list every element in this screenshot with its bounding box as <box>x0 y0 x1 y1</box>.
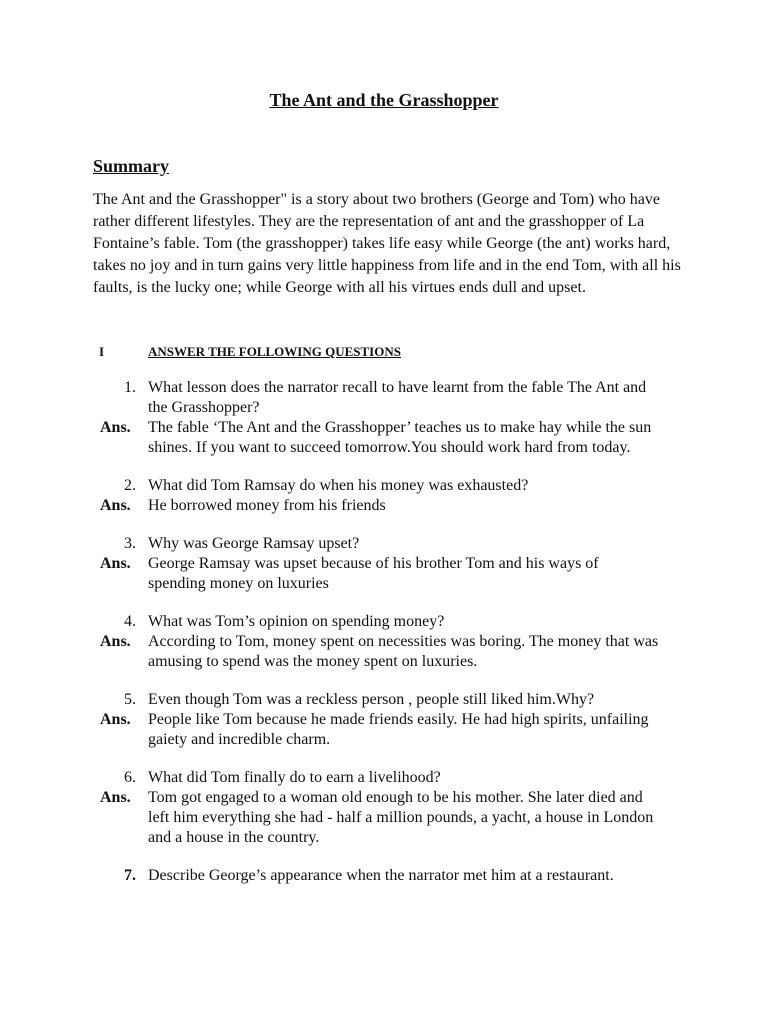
answer-line <box>0 808 768 828</box>
answer-label: Ans. <box>100 789 131 806</box>
question-text: the Grasshopper? <box>148 399 260 416</box>
question-number: 3. <box>124 535 136 552</box>
answer-text: left him everything she had - half a million pounds, a yacht, a house in London <box>148 809 654 826</box>
question-block <box>0 534 768 594</box>
answer-text: spending money on luxuries <box>148 575 329 592</box>
question-list <box>0 378 768 904</box>
summary-heading: Summary <box>93 156 169 176</box>
answer-label: Ans. <box>100 419 131 436</box>
answer-label: Ans. <box>100 633 131 650</box>
answer-line <box>0 710 768 730</box>
question-line <box>0 768 768 788</box>
question-text: What lesson does the narrator recall to have learnt from the fable The Ant and <box>148 379 647 396</box>
answer-line <box>0 496 768 516</box>
question-text: What did Tom finally do to earn a livelihood? <box>148 769 441 786</box>
question-number: 5. <box>124 691 136 708</box>
answer-line <box>0 828 768 848</box>
question-number: 6. <box>124 769 136 786</box>
question-text: Why was George Ramsay upset? <box>148 535 360 552</box>
question-block <box>0 690 768 750</box>
answer-text: amusing to spend was the money spent on luxuries. <box>148 653 478 670</box>
page-title: The Ant and the Grasshopper <box>269 90 499 110</box>
answer-line <box>0 574 768 594</box>
summary-paragraph: The Ant and the Grasshopper" is a story about two brothers (George and Tom) who have rather different lifestyles. They are the representation of ant and the grasshopper of La Fontaine’s fable. Tom (the grasshopper) takes life easy while George (the ant) works hard, takes no joy and in turn gains very little happiness from life and in the end Tom, with all his faults, is the lucky one; while George with all his virtues ends dull and upset. <box>93 191 681 296</box>
answer-line <box>0 418 768 438</box>
answer-text: gaiety and incredible charm. <box>148 731 331 748</box>
section-header <box>0 344 768 364</box>
section-title: ANSWER THE FOLLOWING QUESTIONS <box>148 344 401 359</box>
question-line <box>0 534 768 554</box>
answer-line <box>0 632 768 652</box>
answer-line <box>0 730 768 750</box>
answer-line <box>0 788 768 808</box>
question-number: 1. <box>124 379 136 396</box>
answer-text: and a house in the country. <box>148 829 320 846</box>
question-block <box>0 476 768 516</box>
question-text: What did Tom Ramsay do when his money was exhausted? <box>148 477 529 494</box>
question-line <box>0 378 768 398</box>
question-block <box>0 866 768 886</box>
answer-line <box>0 438 768 458</box>
answer-text: George Ramsay was upset because of his brother Tom and his ways of <box>148 555 599 572</box>
answer-text: Tom got engaged to a woman old enough to be his mother. She later died and <box>148 789 643 806</box>
question-block <box>0 768 768 848</box>
answer-label: Ans. <box>100 711 131 728</box>
answer-text: According to Tom, money spent on necessities was boring. The money that was <box>148 633 659 650</box>
answer-label: Ans. <box>100 555 131 572</box>
question-line <box>0 476 768 496</box>
answer-text: People like Tom because he made friends easily. He had high spirits, unfailing <box>148 711 649 728</box>
question-block <box>0 612 768 672</box>
question-number: 4. <box>124 613 136 630</box>
question-line <box>0 612 768 632</box>
question-line <box>0 866 768 886</box>
answer-text: He borrowed money from his friends <box>148 497 386 514</box>
question-block <box>0 378 768 458</box>
answer-line <box>0 554 768 574</box>
answer-text: shines. If you want to succeed tomorrow.You should work hard from today. <box>148 439 631 456</box>
question-line <box>0 690 768 710</box>
section-number: I <box>99 344 105 359</box>
question-number: 7. <box>124 867 136 884</box>
question-line <box>0 398 768 418</box>
answer-line <box>0 652 768 672</box>
question-text: Describe George’s appearance when the narrator met him at a restaurant. <box>148 867 614 884</box>
question-text: What was Tom’s opinion on spending money? <box>148 613 445 630</box>
answer-label: Ans. <box>100 497 131 514</box>
answer-text: The fable ‘The Ant and the Grasshopper’ teaches us to make hay while the sun <box>148 419 652 436</box>
question-number: 2. <box>124 477 136 494</box>
question-text: Even though Tom was a reckless person , people still liked him.Why? <box>148 691 595 708</box>
